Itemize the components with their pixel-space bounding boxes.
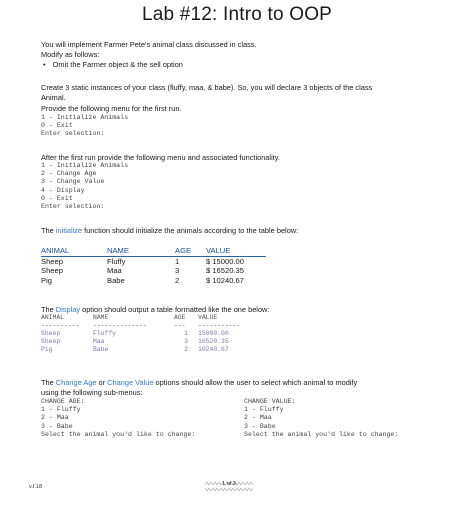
keyword-initialize: initialize bbox=[55, 226, 83, 235]
cell-age: 1 bbox=[184, 330, 188, 337]
table-header-row bbox=[41, 246, 266, 256]
submenu-line: 1 - Fluffy bbox=[244, 406, 284, 414]
dash-segment: --- bbox=[174, 322, 186, 329]
cell-animal: Pig bbox=[41, 275, 52, 285]
submenu-line: 1 - Fluffy bbox=[41, 406, 81, 414]
col-header-age: AGE bbox=[174, 314, 186, 321]
after-first-run-text: After the first run provide the following menu and associated functionality. bbox=[41, 153, 280, 162]
display-sample-table bbox=[41, 314, 240, 354]
submenu-line: CHANGE VALUE: bbox=[244, 398, 296, 405]
submenu-line: CHANGE AGE: bbox=[41, 398, 85, 405]
menu-line: 3 - Change Value bbox=[41, 178, 105, 186]
menu-line: 0 - Exit bbox=[41, 194, 73, 202]
cell-animal: Sheep bbox=[41, 330, 61, 337]
col-header-animal: ANIMAL bbox=[41, 246, 107, 256]
intro-line-2: Modify as follows: bbox=[41, 50, 100, 59]
text-fragment: The bbox=[41, 226, 56, 235]
cell-age: 3 bbox=[184, 338, 188, 345]
menu-line: 4 - Display bbox=[41, 186, 85, 194]
cell-value: $ 10240.67 bbox=[206, 275, 245, 285]
col-header-age: AGE bbox=[175, 246, 206, 256]
col-header-name: NAME bbox=[107, 246, 175, 256]
menu-after-run bbox=[41, 162, 128, 211]
menu-line: Enter selection: bbox=[41, 203, 105, 211]
initialize-text bbox=[41, 226, 298, 235]
bullet-icon: • bbox=[43, 60, 46, 69]
dash-segment: ----------- bbox=[198, 322, 241, 329]
submenu-line: 2 - Maa bbox=[41, 414, 69, 422]
cell-name: Babe bbox=[93, 346, 109, 353]
version-label: v.f.18 bbox=[29, 484, 43, 490]
table-row bbox=[41, 338, 240, 346]
table-row bbox=[41, 266, 266, 276]
table-row bbox=[41, 256, 266, 266]
cell-value: 15000.00 bbox=[198, 330, 229, 337]
text-fragment: options should allow the user to select which animal to modify bbox=[153, 378, 358, 387]
cell-name: Maa bbox=[107, 266, 122, 276]
cell-name: Babe bbox=[107, 275, 125, 285]
display-text bbox=[41, 305, 269, 314]
page-indicator bbox=[203, 476, 255, 494]
text-fragment: option should output a table formatted like the one below: bbox=[80, 305, 270, 314]
cell-age: 2 bbox=[175, 275, 180, 285]
col-header-name: NAME bbox=[93, 314, 109, 321]
menu-line: 2 - Change Age bbox=[41, 170, 97, 178]
dash-segment: ---------- bbox=[41, 322, 80, 329]
table-row bbox=[41, 276, 266, 286]
cell-age: 3 bbox=[175, 266, 180, 276]
menu-line: Enter selection: bbox=[41, 130, 105, 138]
col-header-animal: ANIMAL bbox=[41, 314, 65, 321]
table-row bbox=[41, 346, 240, 354]
submenu-change-value bbox=[244, 398, 398, 439]
submenu-change-age bbox=[41, 398, 195, 439]
text-fragment: function should initialize the animals according to the table below: bbox=[82, 226, 299, 235]
keyword-change-value: Change Value bbox=[107, 378, 154, 387]
intro-bullet-text: Omit the Farmer object & the sell option bbox=[52, 60, 183, 69]
text-fragment: The bbox=[41, 305, 56, 314]
submenu-line: 2 - Maa bbox=[244, 414, 272, 422]
instances-line-2: Animal. bbox=[41, 93, 66, 102]
menu-line: 1 - Initialize Animals bbox=[41, 114, 129, 121]
col-header-value: VALUE bbox=[206, 246, 266, 256]
cell-value: $ 15000.00 bbox=[206, 256, 245, 266]
cell-animal: Pig bbox=[41, 346, 53, 353]
text-fragment: or bbox=[96, 378, 108, 387]
menu-first-run bbox=[41, 114, 128, 139]
intro-line-1: You will implement Farmer Pete's animal class discussed in class. bbox=[41, 40, 257, 49]
col-header-value: VALUE bbox=[198, 314, 218, 321]
document-title: Lab #12: Intro to OOP bbox=[141, 4, 333, 25]
cell-age: 2 bbox=[184, 346, 188, 353]
cell-value: 10240.67 bbox=[198, 346, 229, 353]
instances-line-3: Provide the following menu for the first run. bbox=[41, 104, 182, 113]
menu-line: 0 - Exit bbox=[41, 122, 73, 130]
instances-line-1: Create 3 static instances of your class (fluffy, maa, & babe). So, you will declare 3 objects of the class bbox=[41, 83, 373, 92]
text-fragment: The bbox=[41, 378, 56, 387]
submenu-line: 3 - Babe bbox=[244, 422, 276, 430]
page-number: 1 of 3 bbox=[222, 481, 236, 487]
cell-age: 1 bbox=[175, 256, 180, 266]
animal-init-table bbox=[41, 246, 266, 285]
change-text-line-1 bbox=[41, 378, 357, 387]
submenu-line: Select the animal you'd like to change: bbox=[244, 430, 399, 438]
display-dash-row bbox=[41, 322, 240, 330]
display-header-row bbox=[41, 314, 240, 322]
intro-bullet bbox=[43, 60, 183, 69]
keyword-change-age: Change Age bbox=[55, 378, 97, 387]
change-text-line-2: using the following sub-menus: bbox=[41, 388, 143, 397]
cell-animal: Sheep bbox=[41, 266, 63, 276]
cell-animal: Sheep bbox=[41, 256, 63, 266]
cell-value: 16520.35 bbox=[198, 338, 229, 345]
cell-name: Maa bbox=[93, 338, 105, 345]
dash-segment: -------------- bbox=[93, 322, 147, 329]
cell-animal: Sheep bbox=[41, 338, 61, 345]
table-row bbox=[41, 330, 240, 338]
keyword-display: Display bbox=[55, 305, 81, 314]
cell-value: $ 16520.35 bbox=[206, 266, 245, 276]
cell-name: Fluffy bbox=[93, 330, 117, 337]
submenu-line: Select the animal you'd like to change: bbox=[41, 430, 196, 438]
menu-line: 1 - Initialize Animals bbox=[41, 162, 129, 169]
submenu-line: 3 - Babe bbox=[41, 422, 73, 430]
cell-name: Fluffy bbox=[107, 256, 126, 266]
